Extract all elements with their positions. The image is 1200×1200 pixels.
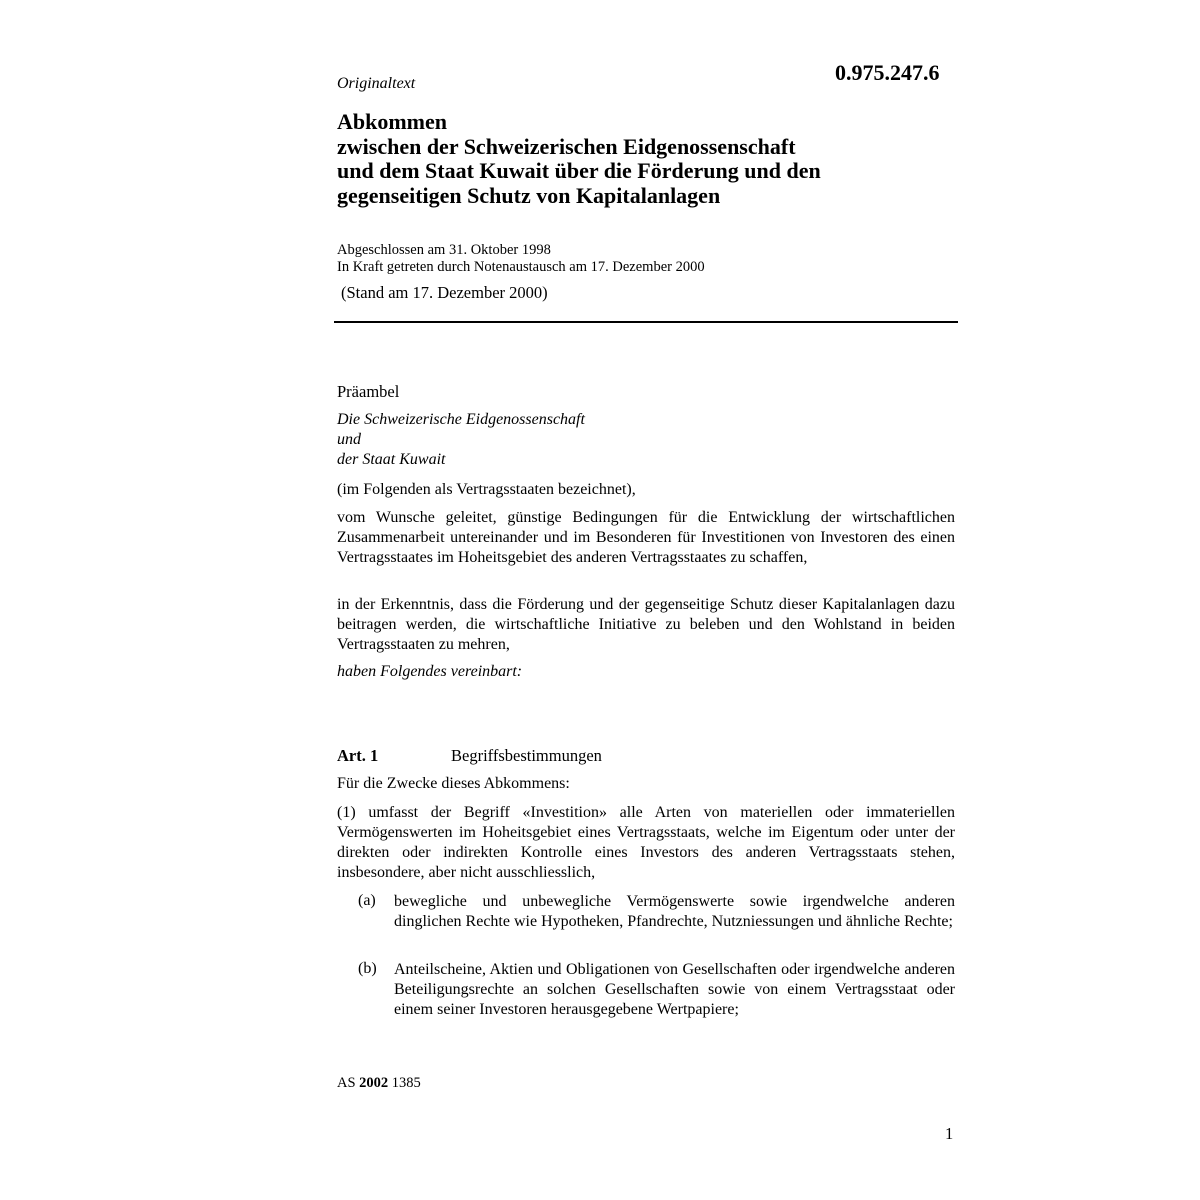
official-compilation-reference xyxy=(337,1075,421,1092)
original-text-label: Originaltext xyxy=(337,75,416,92)
preamble-heading: Präambel xyxy=(337,382,400,401)
article-paragraph: (1) umfasst der Begriff «Investition» alle Arten von materiellen oder immateriellen Vermögenswerten im Hoheitsgebiet eines Vertragsstaats, welche im Eigentum oder unter der direkten oder indirekten Kontrolle eines Investors des anderen Vertragsstaats stehen, insbesondere, aber nicht ausschliesslich, xyxy=(337,804,955,881)
contracting-parties xyxy=(337,410,585,470)
concluded-date: Abgeschlossen am 31. Oktober 1998 xyxy=(337,242,551,258)
preamble-intro: (im Folgenden als Vertragsstaaten bezeichnet), xyxy=(337,481,636,498)
party-name: der Staat Kuwait xyxy=(337,451,446,468)
preamble-agreed: haben Folgendes vereinbart: xyxy=(337,663,523,680)
article-intro: Für die Zwecke dieses Abkommens: xyxy=(337,775,570,792)
document-title xyxy=(337,110,977,208)
article-number: Art. 1 xyxy=(337,746,379,765)
list-item: bewegliche und unbewegliche Vermögenswerte sowie irgendwelche anderen dinglichen Rechte wie Hypotheken, Pfandrechte, Nutzniessungen und ähnliche Rechte; xyxy=(394,893,955,930)
title-line: zwischen der Schweizerischen Eidgenossenschaft xyxy=(337,133,796,159)
ref-year: 2002 xyxy=(359,1075,389,1091)
status-date: (Stand am 17. Dezember 2000) xyxy=(341,283,548,302)
in-force-date: In Kraft getreten durch Notenaustausch am 17. Dezember 2000 xyxy=(337,259,705,275)
title-line: und dem Staat Kuwait über die Förderung und den xyxy=(337,158,821,183)
party-conjunction: und xyxy=(337,431,361,448)
page-number: 1 xyxy=(945,1124,954,1143)
title-line: gegenseitigen Schutz von Kapitalanlagen xyxy=(337,182,721,208)
title-line: Abkommen xyxy=(337,109,448,134)
list-item-label: (a) xyxy=(358,892,376,909)
document-number: 0.975.247.6 xyxy=(835,60,940,85)
list-item-label: (b) xyxy=(358,960,377,977)
ref-prefix: AS xyxy=(337,1075,356,1091)
article-title: Begriffsbestimmungen xyxy=(451,746,602,765)
party-name: Die Schweizerische Eidgenossenschaft xyxy=(337,411,585,428)
ref-page: 1385 xyxy=(391,1075,421,1091)
preamble-paragraph: vom Wunsche geleitet, günstige Bedingungen für die Entwicklung der wirtschaftlichen Zusammenarbeit untereinander und im Besonderen für Investitionen von Investoren des einen Vertragsstaates im Hoheitsgebiet des anderen Vertragsstaates zu schaffen, xyxy=(337,509,955,566)
list-item: Anteilscheine, Aktien und Obligationen von Gesellschaften oder irgendwelche anderen Beteiligungsrechte an solchen Gesellschaften sowie von einem Vertragsstaat oder einem seiner Investoren herausgegebene Wertpapiere; xyxy=(394,961,955,1018)
header-divider xyxy=(334,321,958,323)
preamble-paragraph: in der Erkenntnis, dass die Förderung und der gegenseitige Schutz dieser Kapitalanlagen dazu beitragen werden, die wirtschaftliche Initiative zu beleben und den Wohlstand in beiden Vertragsstaaten zu mehren, xyxy=(337,596,955,653)
